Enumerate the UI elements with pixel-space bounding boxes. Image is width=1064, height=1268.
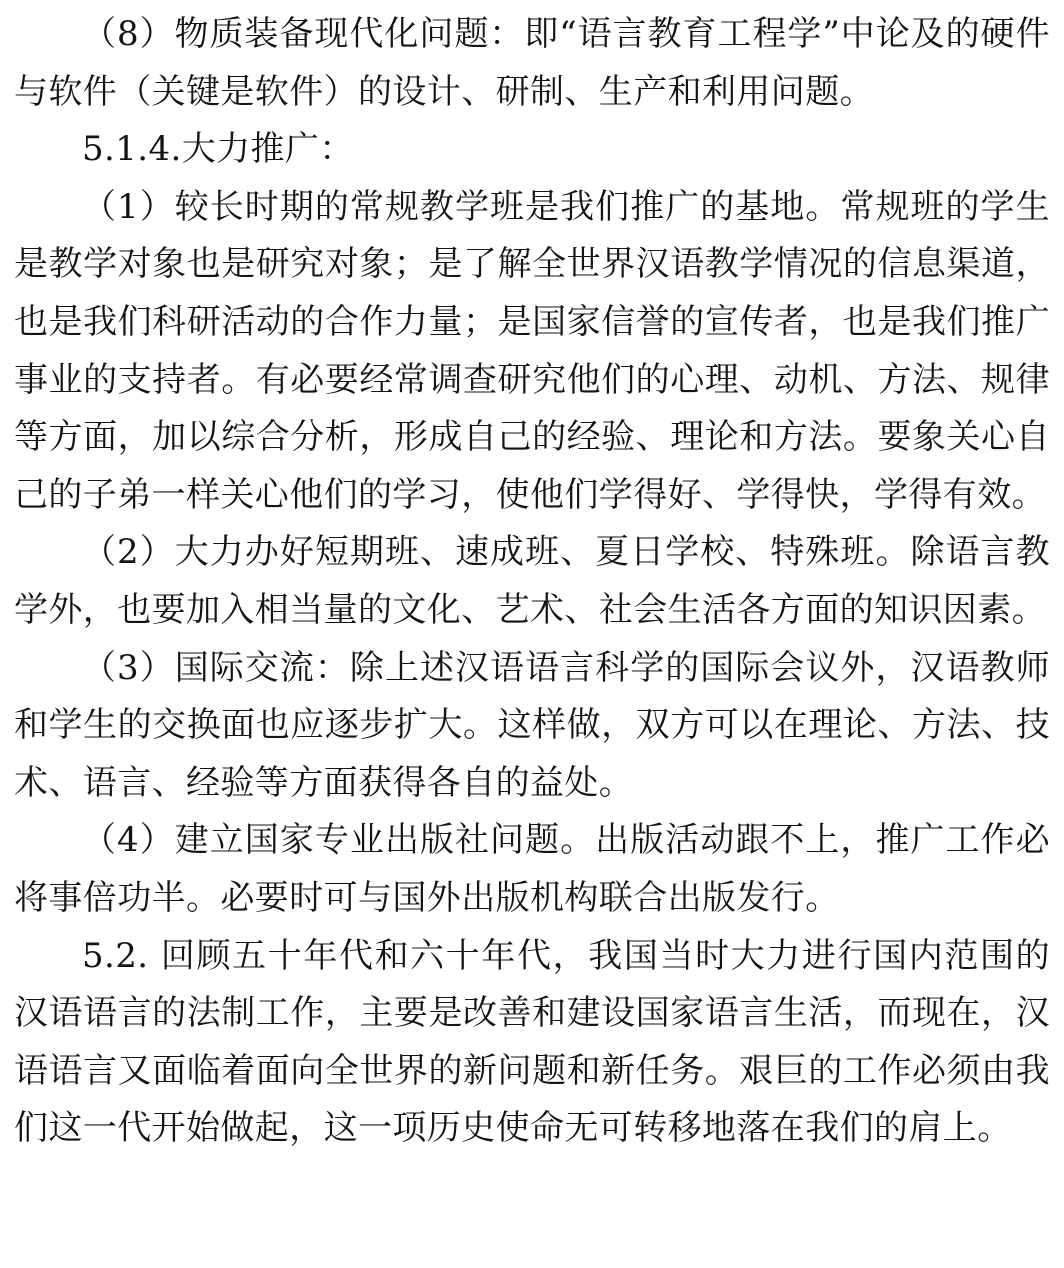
section-heading-5-1-4: 5.1.4.大力推广： <box>82 129 354 170</box>
paragraph-3-international-exchange: （3）国际交流：除上述汉语语言科学的国际会议外，汉语教师和学生的交换面也应逐步扩大。这样做，双方可以在理论、方法、技术、语言、经验等方面获得各自的益处。 <box>14 647 1050 803</box>
paragraph-4-publishing-house: （4）建立国家专业出版社问题。出版活动跟不上，推广工作必将事倍功半。必要时可与国外出版机构联合出版发行。 <box>14 820 1050 918</box>
paragraph-5-2-review: 5.2. 回顾五十年代和六十年代，我国当时大力进行国内范围的汉语语言的法制工作，主要是改善和建设国家语言生活，而现在，汉语语言又面临着面向全世界的新问题和新任务。艰巨的工作必须由我们这一代开始做起，这一项历史使命无可转移地落在我们的肩上。 <box>14 935 1050 1149</box>
paragraph-8-equipment-modernization: （8）物质装备现代化问题：即“语言教育工程学”中论及的硬件与软件（关键是软件）的设计、研制、生产和利用问题。 <box>14 14 1050 112</box>
paragraph-1-regular-classes: （1）较长时期的常规教学班是我们推广的基地。常规班的学生是教学对象也是研究对象；是了解全世界汉语教学情况的信息渠道，也是我们科研活动的合作力量；是国家信誉的宣传者，也是我们推广事业的支持者。有必要经常调查研究他们的心理、动机、方法、规律等方面，加以综合分析，形成自己的经验、理论和方法。要象关心自己的子弟一样关心他们的学习，使他们学得好、学得快，学得有效。 <box>14 186 1050 515</box>
document-page <box>14 6 1050 1158</box>
paragraph-2-short-term-classes: （2）大力办好短期班、速成班、夏日学校、特殊班。除语言教学外，也要加入相当量的文化、艺术、社会生活各方面的知识因素。 <box>14 532 1050 630</box>
